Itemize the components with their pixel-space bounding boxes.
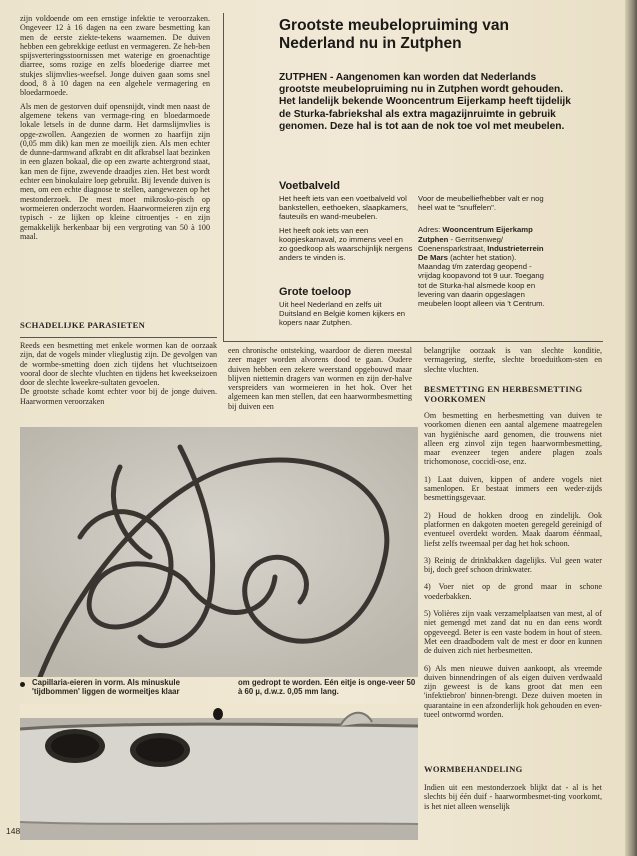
section-heading-parasites: SCHADELIJKE PARASIETEN — [20, 320, 146, 330]
page-number: 148 — [6, 826, 21, 836]
list-item: 3) Reinig de drinkbakken dagelijks. Vul geen water bij, doch geef schoon drinkwater. — [424, 555, 602, 575]
caption-bullet — [20, 682, 25, 687]
photo-caption-right: om gedropt te worden. Eén eitje is onge-veer 50 à 60 µ, d.w.z. 0,05 mm lang. — [238, 678, 416, 697]
ad-bottom-rule — [223, 341, 603, 342]
section-divider — [20, 337, 217, 338]
list-item: 4) Voer niet op de grond maar in schone voederbakken. — [424, 582, 602, 601]
paragraph: Om besmetting en herbesmetting van duiven te voorkomen dienen een aantal algemene maatregelen van hygiënische aard genomen, die trouwens niet alleen erg zinvol zijn tegen haarwormbesmetting, maar evenzeer tegen andere plagen zoals trichomonose, coccidi-ose, enz. — [424, 411, 602, 467]
ad-address — [418, 225, 548, 308]
ad-lead: ZUTPHEN - Aangenomen kan worden dat Nederlands grootste meubelopruiming nu in Zutphen wordt gehouden. Het landelijk bekende Wooncentrum Eijerkamp heeft tijdelijk de Sturka-fabriekshal als extra magazijnruimte in gebruik genomen. Deze hal is tot aan de nok toe vol met meubelen. — [279, 72, 571, 132]
worm-photo — [20, 427, 418, 677]
photo-caption-left: Capillaria-eieren in vorm. Als minuskule 'tijdbommen' liggen de wormeitjes klaar — [32, 678, 180, 697]
paragraph: Voor de meubelliefhebber valt er nog heel wat te "snuffelen". — [418, 194, 544, 213]
right-column-top: belangrijke oorzaak is van slechte konditie, vermagering, sterfte, slechte broeduitkom-sten en slechte vluchten. — [424, 346, 602, 374]
paragraph: Als men de gestorven duif opensnijdt, vindt men naast de algemene tekens van vermage-ring en bloedarmoede lokale letsels in de dunne darm. Het darmslijmvlies is opge-zwollen. Aangezien de wormen zo haarfijn zijn (0,05 mm dik) kan men ze moeilijk zien. Als men echter de dunne-darmwand afkrabt en dit afkrabsel laat bezinken in een glazen bokaal, die op een zwarte achtergrond staat, kan men de fijne, zwevende draadjes zien. Het best wordt echter een binokulaire loep gebruikt. Bij levende duiven is men, om een echte diagnose te stellen, aangewezen op het mestonderzoek. De mest moet mikrosko-pisch op wormeieren onderzocht worden. Haarwormeieren zijn erg typisch - ze lijken op kleine citroentjes - en zijn gemakkelijk herkenbaar bij een vergroting van 50 à 100 maal. — [20, 101, 210, 241]
paragraph: Het heeft ook iets van een koopjeskarnaval, zo immens veel en zo goedkoop als waarschijnlijk nergens anders te vinden is. — [279, 225, 413, 263]
list-item: 5) Volières zijn vaak verzamelplaatsen van mest, al of niet gemengd met zand dat nu en dan eens wordt opgeveegd. Beter is een vaste bodem in hout of steen. Met een draadbodem valt de mest er door en kunnen de duiven zich niet herbesmetten. — [424, 609, 602, 656]
address-label: Adres: — [418, 225, 443, 235]
left-column-text — [20, 14, 210, 245]
right-column-last: Indien uit een mestonderzoek blijkt dat - al is het slechts bij één duif - haarwormbesmet-ting voorkomt, is het niet alleen wenselijk — [424, 783, 602, 811]
right-column-body — [424, 411, 602, 729]
ad-toeloop-text: Uit heel Nederland en zelfs uit Duitsland en België komen kijkers en kopers naar Zutphen. — [279, 300, 406, 328]
ad-voetbalveld-text — [279, 194, 413, 266]
ad-heading-toeloop: Grote toeloop — [279, 286, 352, 298]
parasites-text: Reeds een besmetting met enkele wormen kan de oorzaak zijn, dat de vogels minder vlieglustig zijn. De gevolgen van de wormbe-smetting doen zich tijdens het vluchtseizoen vooral door de slechte vluchten en tijdens het kweekseizoen door de slechte kweekre-sultaten gevoelen. De grootste schade komt echter voor bij de jonge duiven. Haarwormen veroorzaken — [20, 341, 217, 406]
ad-heading-voetbalveld: Voetbalveld — [279, 180, 340, 192]
ad-title: Grootste meubelopruiming van Nederland nu in Zutphen — [279, 17, 509, 52]
middle-column-text: een chronische ontsteking, waardoor de dieren meestal zeer mager worden alvorens dood te gaan. Oudere duiven hebben een zekere weerstand opgebouwd maar blijven niettemin dragers van wormen en zijn der-halve verspreiders van wormeieren in het hok. Over het algemeen kan men stellen, dat een haarwormbesmetting bij duiven een — [228, 346, 412, 411]
address-name: Wooncentrum Eijerkamp Zutphen — [418, 225, 533, 244]
address-terrain: Industrieterrein De Mars — [418, 243, 544, 263]
section-heading-besmetting: BESMETTING EN HERBESMETTING VOORKOMEN — [424, 384, 583, 404]
paragraph: zijn voldoende om een ernstige infektie te veroorzaken. Ongeveer 12 à 16 dagen na een zware besmetting kan men de eerste ziekte-tekens waarnemen. De duiven hebben een gebrekkige eetlust en vermageren. Ze heb-ben spijsverteringsstoornissen met waterige en groenachtige diarree, soms rozige en zelfs bloederige diarree met stukjes slijmvlies-weefsel. Jonge duiven gaan soms snel dood, 8 à 10 dagen na een algehele vermagering en bloedarmoede. — [20, 14, 210, 98]
page-edge-shadow — [625, 0, 637, 856]
paragraph: Het heeft iets van een voetbalveld vol bankstellen, eethoeken, slaapkamers, fauteuils en wand-meubelen. — [279, 194, 409, 222]
address-rest: (achter het station). Maandag t/m zaterdag geopend - vrijdag koopavond tot 9 uur. Toegang tot de Sturka-hal alsmede koop en levering van daarin opgeslagen meubelen loopt alleen via 't Centrum. — [418, 253, 545, 309]
ad-right-text — [418, 194, 548, 312]
list-item: 1) Laat duiven, kippen of andere vogels niet samenlopen. Er bestaat immers een weder-zijds besmettingsgevaar. — [424, 474, 602, 503]
eggs-photo — [20, 704, 418, 840]
address-street: - Gerritsenweg/ Coenensparkstraat, — [418, 234, 504, 253]
list-item: 6) Als men nieuwe duiven aankoopt, als vreemde duiven binnendringen of als eigen duiven verdwaald zijn geweest is de kans groot dat men een 'infektiebron' binnen-brengt. Deze duiven moeten in quarantaine in een afzonderlijk hok gehouden en even-tueel ontwormd worden. — [424, 663, 602, 720]
section-heading-wormbehandeling: WORMBEHANDELING — [424, 764, 523, 774]
column-divider — [223, 13, 224, 341]
list-item: 2) Houd de hokken droog en zindelijk. Ook platformen en dakgoten moeten geregeld gereinigd of eventueel overdekt worden. Maak daarom éénmaal, liefst zelfs tweemaal per dag het hok schoon. — [424, 510, 602, 548]
